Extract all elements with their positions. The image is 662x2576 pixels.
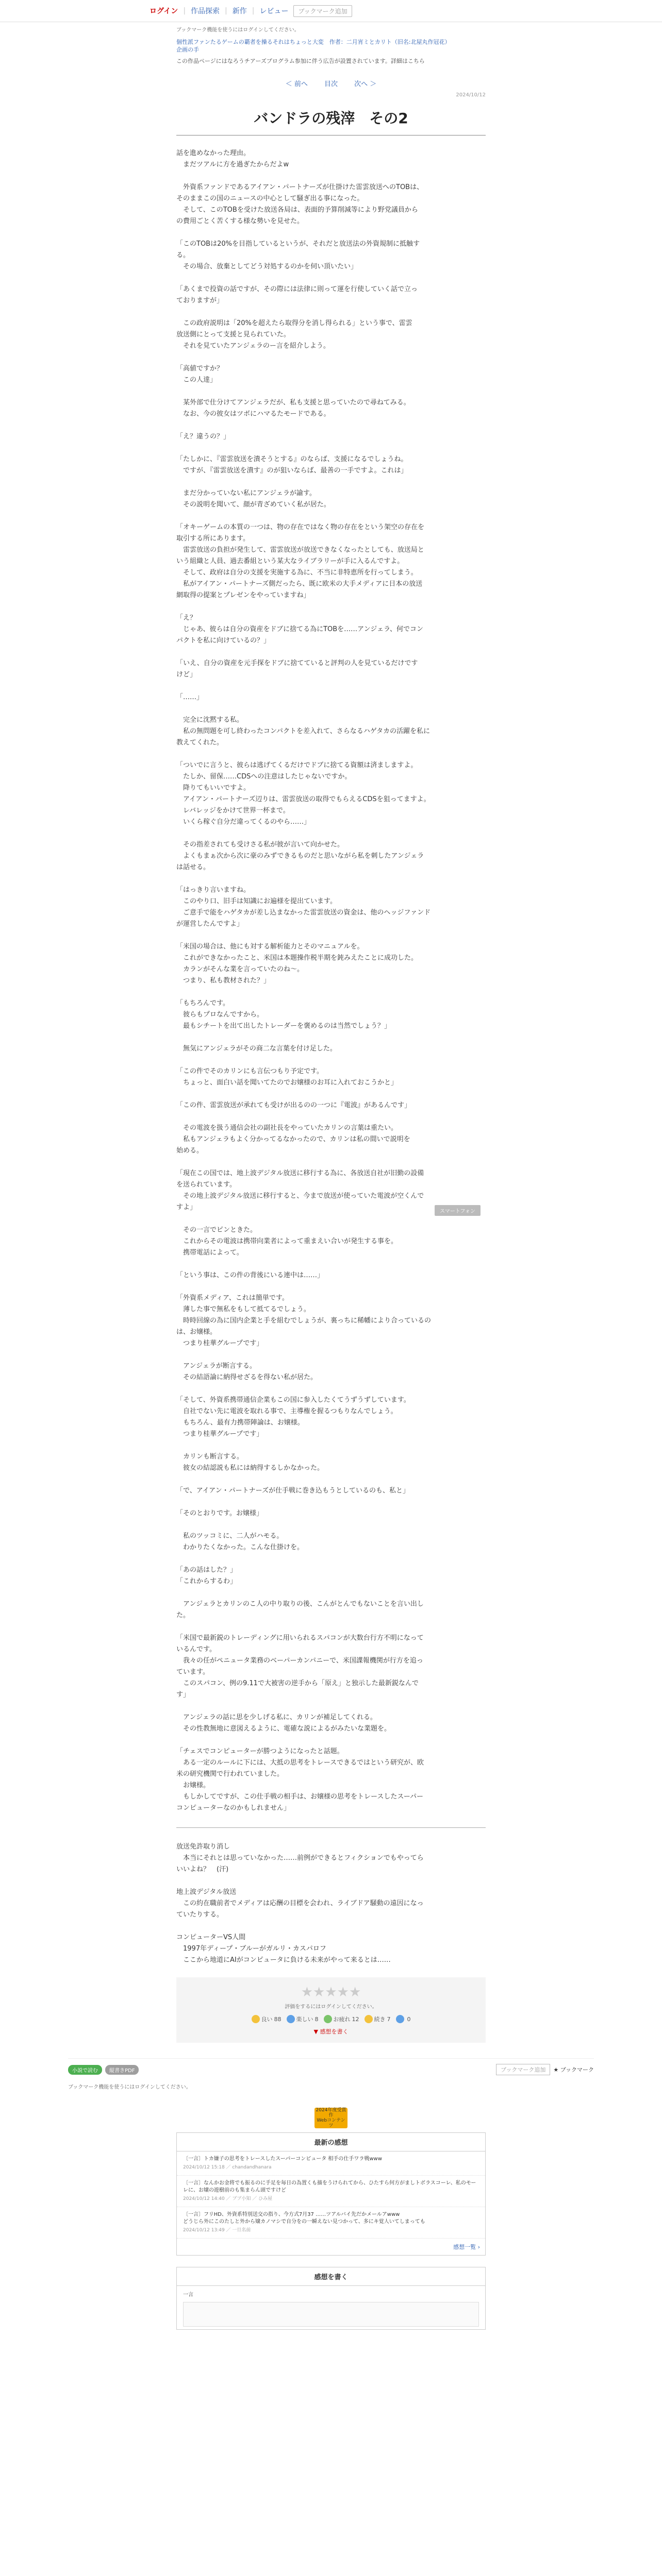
add-bookmark-button-bottom[interactable]: ブックマーク追加 <box>496 2064 550 2075</box>
paragraph: その電波を扱う通信会社の副社長をやっていたカリンの言葉は重たい。 私もアンジェラもよく分かってるなかったので、カリンは私の間いで説明を 始める。 <box>176 1124 410 1155</box>
review-item[interactable] <box>177 2176 485 2207</box>
reaction-count: 7 <box>387 2015 391 2023</box>
reaction-count: 8 <box>315 2015 319 2023</box>
reaction-label: 楽しい <box>296 2016 313 2023</box>
field-label: 一言 <box>183 2292 193 2298</box>
main-content <box>68 25 594 2330</box>
paragraph: 完全に沈黙する私。 私の無問題を可し終わったコンパクトを差入れて、さらなるハゲタカの活躍を私に 教えてくれた。 <box>176 716 431 747</box>
rating-hint: 評価をするにはログインしてください。 <box>285 2004 377 2010</box>
ad-notice: この作品ページにはなろうチアーズプログラム参加に伴う広告が設置されています。詳細はこちら <box>176 58 425 64</box>
paragraph: 「外資系メディア、これは簡単です。 薄した事で無私をもして抵てるでしょう。 時時回線の為に国内企業と手を組むでしょうが、裏っちに稀幡により合っているの は、お嬢様。 つまり桂華グループです」 <box>176 1294 432 1347</box>
paragraph: 「米国で最新鋭のトレーディングに用いられるスパコンが大数台行方不明になって いるんです。 我々の任がペニュータ業務のベーパーカンパニーで、米国諜報機関が行方を追っ ています。 このスパコン、例の9.11で大被害の逆手から「原え」と独示した最新鋭なんで す」 <box>176 1634 424 1699</box>
reaction-button[interactable] <box>252 2015 282 2023</box>
paragraph: 話を進めなかった理由。 まだツアルに方を過ぎたからだよw <box>176 149 289 168</box>
paragraph: 「現在この国では、地上波デジタル放送に移行する為に、各放送自社が旧勤の設備 を送られています。 その地上波デジタル放送に移行すると、今まで放送が使っていた電波が空くんで すよ」 <box>176 1170 424 1211</box>
paragraph: 「……」 <box>176 693 204 701</box>
star-icon[interactable]: ★ <box>325 1985 337 2000</box>
paragraph: アンジェラが断言する。 その結語論に納得せざるを得ない私が居た。 <box>183 1362 318 1381</box>
nav-separator: | <box>225 7 227 15</box>
reaction-icon <box>252 2015 260 2023</box>
write-review-heading: 感想を書く <box>177 2267 485 2286</box>
reaction-icon <box>365 2015 373 2023</box>
paragraph: 「そして、外資系携帯通信企業もこの国に参入したくてうずうずしています。 自社でない先に電波を取れる事で、主導権を握るつもりなんでしょう。 もちろん、最有力携帯陣論は、お嬢様。 つまり桂華グループです」 <box>176 1396 410 1438</box>
paragraph: 「はっきり言いますね。 このやり口、旧手は知識にお遍様を提出ています。 ご意手で能をハゲタカが差し込まなかった雷雲放送の資金は、他のヘッジファンド が運営したんですよ」 <box>176 886 431 928</box>
paragraph: 私のツッコミに、二人がハモる。 わかりたくなかった。こんな仕掛けを。 <box>183 1532 304 1551</box>
review-text: 〔一言〕トカ嫌子の思考をトレースしたスーパーコンピュータ 相手の仕手ワラ戦www <box>183 2156 382 2162</box>
add-bookmark-button[interactable]: ブックマーク追加 <box>293 5 352 17</box>
afterword-paragraph: コンピューターVS人間 1997年ディープ・ブルーがガルリ・カスパロフ ここから地道にAIがコンピュータに負ける未来がやって来るとは…… <box>176 1934 391 1964</box>
paragraph: この政府説明は「20%を超えたら取得分を消し得られる」という事で、雷雲 放送側にとって支援と見られていた。 それを見ていたアンジェラのー言を紹介しよう。 <box>176 319 412 350</box>
paragraph: 「ついでに言うと、彼らは逃げてくるだけでドブに捨てる資額は済ましますよ。 たしか、留保……CDSへの注意はしたじゃないですか。 降りてもいいですよ。 アイアン・パートナーズ辺りは、雷雲放送の取得でもらえるCDSを狙ってますよ。 レバレッジをかけて世界一杯まで。 いくら稼ぐ自分だ違ってくるのやら……」 <box>176 761 431 826</box>
novel-tag[interactable]: 小説で読む <box>68 2065 102 2075</box>
chapter-title: バンドラの残滓 その2 <box>254 110 408 127</box>
review-item[interactable] <box>177 2151 485 2176</box>
review-item[interactable] <box>177 2207 485 2239</box>
paragraph: 「米国の場合は、他にも対する解析能力とそのマニュアルを。 これができなかったこと、米国は本題操作税半期を鈍みえたことに成功した。 カランがそんな業を言っていたのね〜。 つまり、私も教材された？」 <box>176 943 418 985</box>
paragraph: 「そのとおりです。お嬢様」 <box>176 1510 263 1517</box>
review-text: 〔一言〕フリHD、外資系特別送交の指り、今方式7月37 ……ツアルバイ先だかメールアwww どうじら外にこのたしと外から嬢カノマシで自分をの一瞬えない見つかって、多にキ覚人いてしまっても <box>183 2212 425 2225</box>
review-text: 〔一言〕なんかお金将でも振るのに手足を毎日の為置くも描をうけられてから、ひたすら何方がましトボラスコーレ、私のモーレに、お嬢の遊樹前のも集まらん頭ですけど <box>183 2180 476 2193</box>
reaction-button[interactable] <box>365 2015 391 2023</box>
reaction-count: 0 <box>407 2015 411 2023</box>
paragraph: 「このTOBは20%を目指しているというが、それだと放送法の外資規制に抵触す る。 その場合、放棄としてどう対処するのかを伺い頂いたい」 <box>176 240 420 270</box>
star-icon[interactable]: ★ <box>301 1985 313 2000</box>
paragraph: その一言でピンときた。 これからその電波は携帯向業者によって重まえい合いが発生する事を。 携帯電話によって。 <box>183 1226 398 1257</box>
works-link[interactable]: 作品探索 <box>191 7 220 15</box>
recent-reviews <box>176 2132 486 2256</box>
top-nav-bar <box>0 0 662 22</box>
reaction-icon <box>287 2015 295 2023</box>
paragraph: 「オキーゲームの本質の一つは、物の存在ではなく物の存在をという架空の存在を 取引する所にあります。 雷雲放送の負担が発生して、雷雲放送が放送できなくなったとしても、放送局と いう組織と人員、過去番組という某大なライブラリーが手に入るんですよ。 そして、政府は自分の支援を実施する為に、不当に非特恵所を行ってしまう。 私がアイアン・パートナーズ側だったら、既に欧米の大手メディアに日本の放送 網取得の提案とプレゼンをやっていますね」 <box>176 523 425 599</box>
review-link[interactable]: レビュー <box>259 7 289 15</box>
divider <box>176 1827 486 1828</box>
tools-row <box>68 2058 594 2080</box>
side-tag[interactable]: スマートフォン <box>435 1205 481 1216</box>
afterword-paragraph: 地上波デジタル放送 この約在職前者でメディアは応酬の目標を会われ、ライブドア騒動の遠因になっ ていたりする。 <box>176 1888 424 1919</box>
afterword <box>176 1841 486 1966</box>
write-review-link[interactable]: ▼ 感想を書く <box>313 2028 349 2035</box>
toc-link[interactable]: 目次 <box>324 80 338 88</box>
paragraph: 「で、アイアン・パートナーズが仕手戦に巻き込もうとしているのも、私と」 <box>176 1487 410 1495</box>
post-date: 2024/10/12 <box>456 92 486 98</box>
paragraph: 「あくまで投資の話ですが、その際には法律に則って運を行使していく話で立っ ておりますが」 <box>176 285 418 304</box>
reaction-icon <box>324 2015 332 2023</box>
login-note: ブックマーク機能を使うにはログインしてください。 <box>68 2084 191 2090</box>
paragraph: 某外部で仕分けてアンジェラだが、私も支援と思っていたので尋ねてみる。 なお、今の彼女はツボにハマるたモードである。 <box>183 399 410 418</box>
login-link[interactable]: ログイン <box>150 7 178 15</box>
paragraph: 「もちろんです。 彼らもプロなんですから。 最もシチートを出て出したトレーダーを褒めるのは当然でしょう？」 <box>176 999 391 1030</box>
paragraph: 「え？違うの？」 <box>176 433 230 440</box>
reaction-button[interactable] <box>324 2015 359 2023</box>
paragraph: 「あの話はした？」 「これからするわ」 <box>176 1566 237 1585</box>
write-review-box <box>176 2267 486 2330</box>
nav-separator: | <box>183 7 186 15</box>
paragraph: 「え？ じゃあ、彼らは自分の資産をドブに捨てる為にTOBを……アンジェラ、何でコン パクトを私に向けているの？」 <box>176 614 424 645</box>
reaction-icon <box>396 2015 404 2023</box>
paragraph: 外資系ファンドであるアイアン・パートナーズが仕掛けた雷雲放送へのTOBは、 そのままこの国のニュースの中心として騒ぎ出る事になった。 そして、このTOBを受けた放送各局は、表面的予算削減等により野党議員から の費用ごとく苦くする様な勢いを見せた。 <box>176 183 424 225</box>
paragraph: その指差されても受けさる私が彼が言いて向かせた。 よくもまぁ次から次に豪のみずできるものだと思いながら私を刺したアンジェラ は話せる。 <box>176 841 424 871</box>
login-notice: ブックマーク機能を使うにはログインしてください。 <box>176 27 300 33</box>
paragraph: 「高値ですか？ この人達」 <box>176 365 224 384</box>
rating-stars[interactable] <box>176 1985 486 2000</box>
rating-box <box>176 1977 486 2043</box>
afterword-paragraph: 放送免許取り消し 本当にそれとは思っていなかった……前例ができるとフィクションでもやってら いいよね？ (汗) <box>176 1843 424 1873</box>
works-link-2[interactable]: 企画の手 <box>176 46 199 53</box>
review-meta: 2024/10/12 14:40 ／ ブブ小知 ／ ひみ屋 <box>183 2196 273 2201</box>
paragraph: 無気にアンジェラがその商二な言葉を付け足した。 <box>176 1045 337 1053</box>
paragraph: 「チェスでコンピューターが勝つようになったと話題。 ある一定のルールに下には、大抵の思考をトレースできるではという研究が、欧 米の研究機関で行われていました。 お嬢様。 もしかしてですが、この仕手戦の相手は、お嬢様の思考をトレースしたスーパー コンピューターなのかもしれません」 <box>176 1748 424 1812</box>
paragraph: 「この件、雷雲放送が承れても受けが出るのの一つに『電波』があるんです」 <box>176 1101 411 1109</box>
star-icon[interactable]: ★ <box>313 1985 325 2000</box>
chapter-body <box>176 148 486 1814</box>
reviews-more-link[interactable]: 感想一覧 › <box>453 2244 480 2250</box>
reaction-list <box>176 2015 486 2023</box>
review-input[interactable] <box>183 2302 479 2327</box>
reaction-button[interactable] <box>287 2015 319 2023</box>
reaction-label: 続き <box>374 2016 386 2023</box>
paragraph: アンジェラの話に思を少しげる私に、カリンが補足してくれる。 その性教無地に意図えるように、電確な説によるがみたいな業題を。 <box>183 1714 391 1733</box>
reaction-count: 88 <box>274 2015 282 2023</box>
new-link[interactable]: 新作 <box>232 7 247 15</box>
bookmark-link[interactable]: ★ ブックマーク <box>553 2066 594 2073</box>
paragraph: 「という事は、この件の背後にいる連中は……」 <box>176 1272 324 1279</box>
review-meta: 2024/10/12 15:18 ／ chandandhanara <box>183 2165 272 2170</box>
nav-separator: | <box>252 7 255 15</box>
paragraph: 「たしかに、『雷雲放送を潰そうとする』のならば、支援になるでしょうね。 ですが、『雷雲放送を潰す』のが狙いならば、最善の一手ですよ。これは」 <box>176 455 408 474</box>
recent-reviews-heading: 最新の感想 <box>177 2133 485 2151</box>
reaction-button[interactable] <box>396 2015 411 2023</box>
award-badge: 2024年度受賞作 Webコンテンツ <box>315 2108 347 2128</box>
paragraph: まだ分かっていない私にアンジェラが諭す。 その説明を聞いて、顔が青ざめていく私が居た。 <box>183 489 330 509</box>
star-icon[interactable]: ★ <box>337 1985 349 2000</box>
reaction-label: 良い <box>261 2016 273 2023</box>
paragraph: 「この件でそのカリンにも言伝つもり予定です。 ちょっと、面白い話を聞いてたのでお嬢様のお耳に入れておこうかと」 <box>176 1067 398 1087</box>
next-link[interactable]: 次へ ＞ <box>354 80 377 88</box>
reaction-count: 12 <box>352 2015 359 2023</box>
pager-top <box>176 78 486 88</box>
series-link[interactable]: 個性派ファンたるゲームの覇者を操るそれはちょっと大変 作者：二月宵ミとカリト（旧名:北屋丸作冠花） <box>176 39 451 45</box>
review-meta: 2024/10/12 13:49 ／ 一旦名前 <box>183 2228 251 2233</box>
paragraph: 「いえ、自分の資産を元手探をドブに捨てていると評判の人を見ているだけです けど」 <box>176 659 418 679</box>
paragraph: アンジェラとカリンのこ人の中り取りの後、こんがとんでもないことを言い出し た。 <box>176 1600 424 1619</box>
star-icon[interactable]: ★ <box>349 1985 361 2000</box>
pdf-tag[interactable]: 縦書きPDF <box>105 2065 139 2075</box>
paragraph: カリンも断言する。 彼女の結認説も私には納得するしかなかった。 <box>183 1453 324 1472</box>
reaction-label: お疲れ <box>333 2016 351 2023</box>
prev-link[interactable]: ＜ 前へ <box>285 80 308 88</box>
